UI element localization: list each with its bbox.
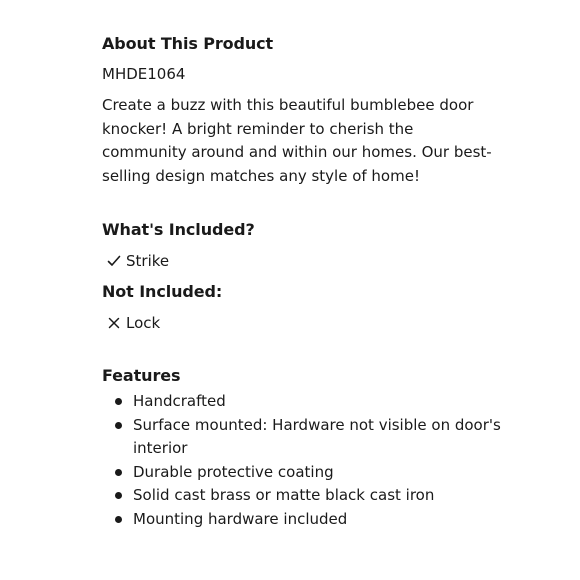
list-item: Surface mounted: Hardware not visible on door's interior (102, 414, 502, 461)
bullet-icon (115, 398, 122, 405)
bullet-icon (115, 422, 122, 429)
included-item-label: Strike (126, 252, 170, 270)
list-item: Handcrafted (102, 390, 502, 414)
not-included-heading: Not Included: (102, 282, 223, 301)
about-product-heading: About This Product (102, 34, 274, 53)
list-item: Solid cast brass or matte black cast iron (102, 484, 502, 508)
whats-included-heading: What's Included? (102, 220, 255, 239)
list-item: Durable protective coating (102, 461, 502, 485)
list-item: Mounting hardware included (102, 508, 502, 532)
bullet-icon (115, 492, 122, 499)
checkmark-icon (107, 254, 121, 268)
not-included-item (102, 312, 502, 334)
bullet-icon (115, 469, 122, 476)
product-description: Create a buzz with this beautiful bumblebee door knocker! A bright reminder to cherish the community around and within our homes. Our best-selling design matches any style of home! (102, 96, 492, 185)
not-included-item-label: Lock (126, 314, 161, 332)
included-item (102, 250, 502, 272)
features-list (102, 390, 502, 532)
x-mark-icon (107, 316, 121, 330)
bullet-icon (115, 516, 122, 523)
product-sku: MHDE1064 (102, 65, 186, 83)
product-details-panel (102, 33, 502, 532)
features-heading: Features (102, 366, 181, 385)
